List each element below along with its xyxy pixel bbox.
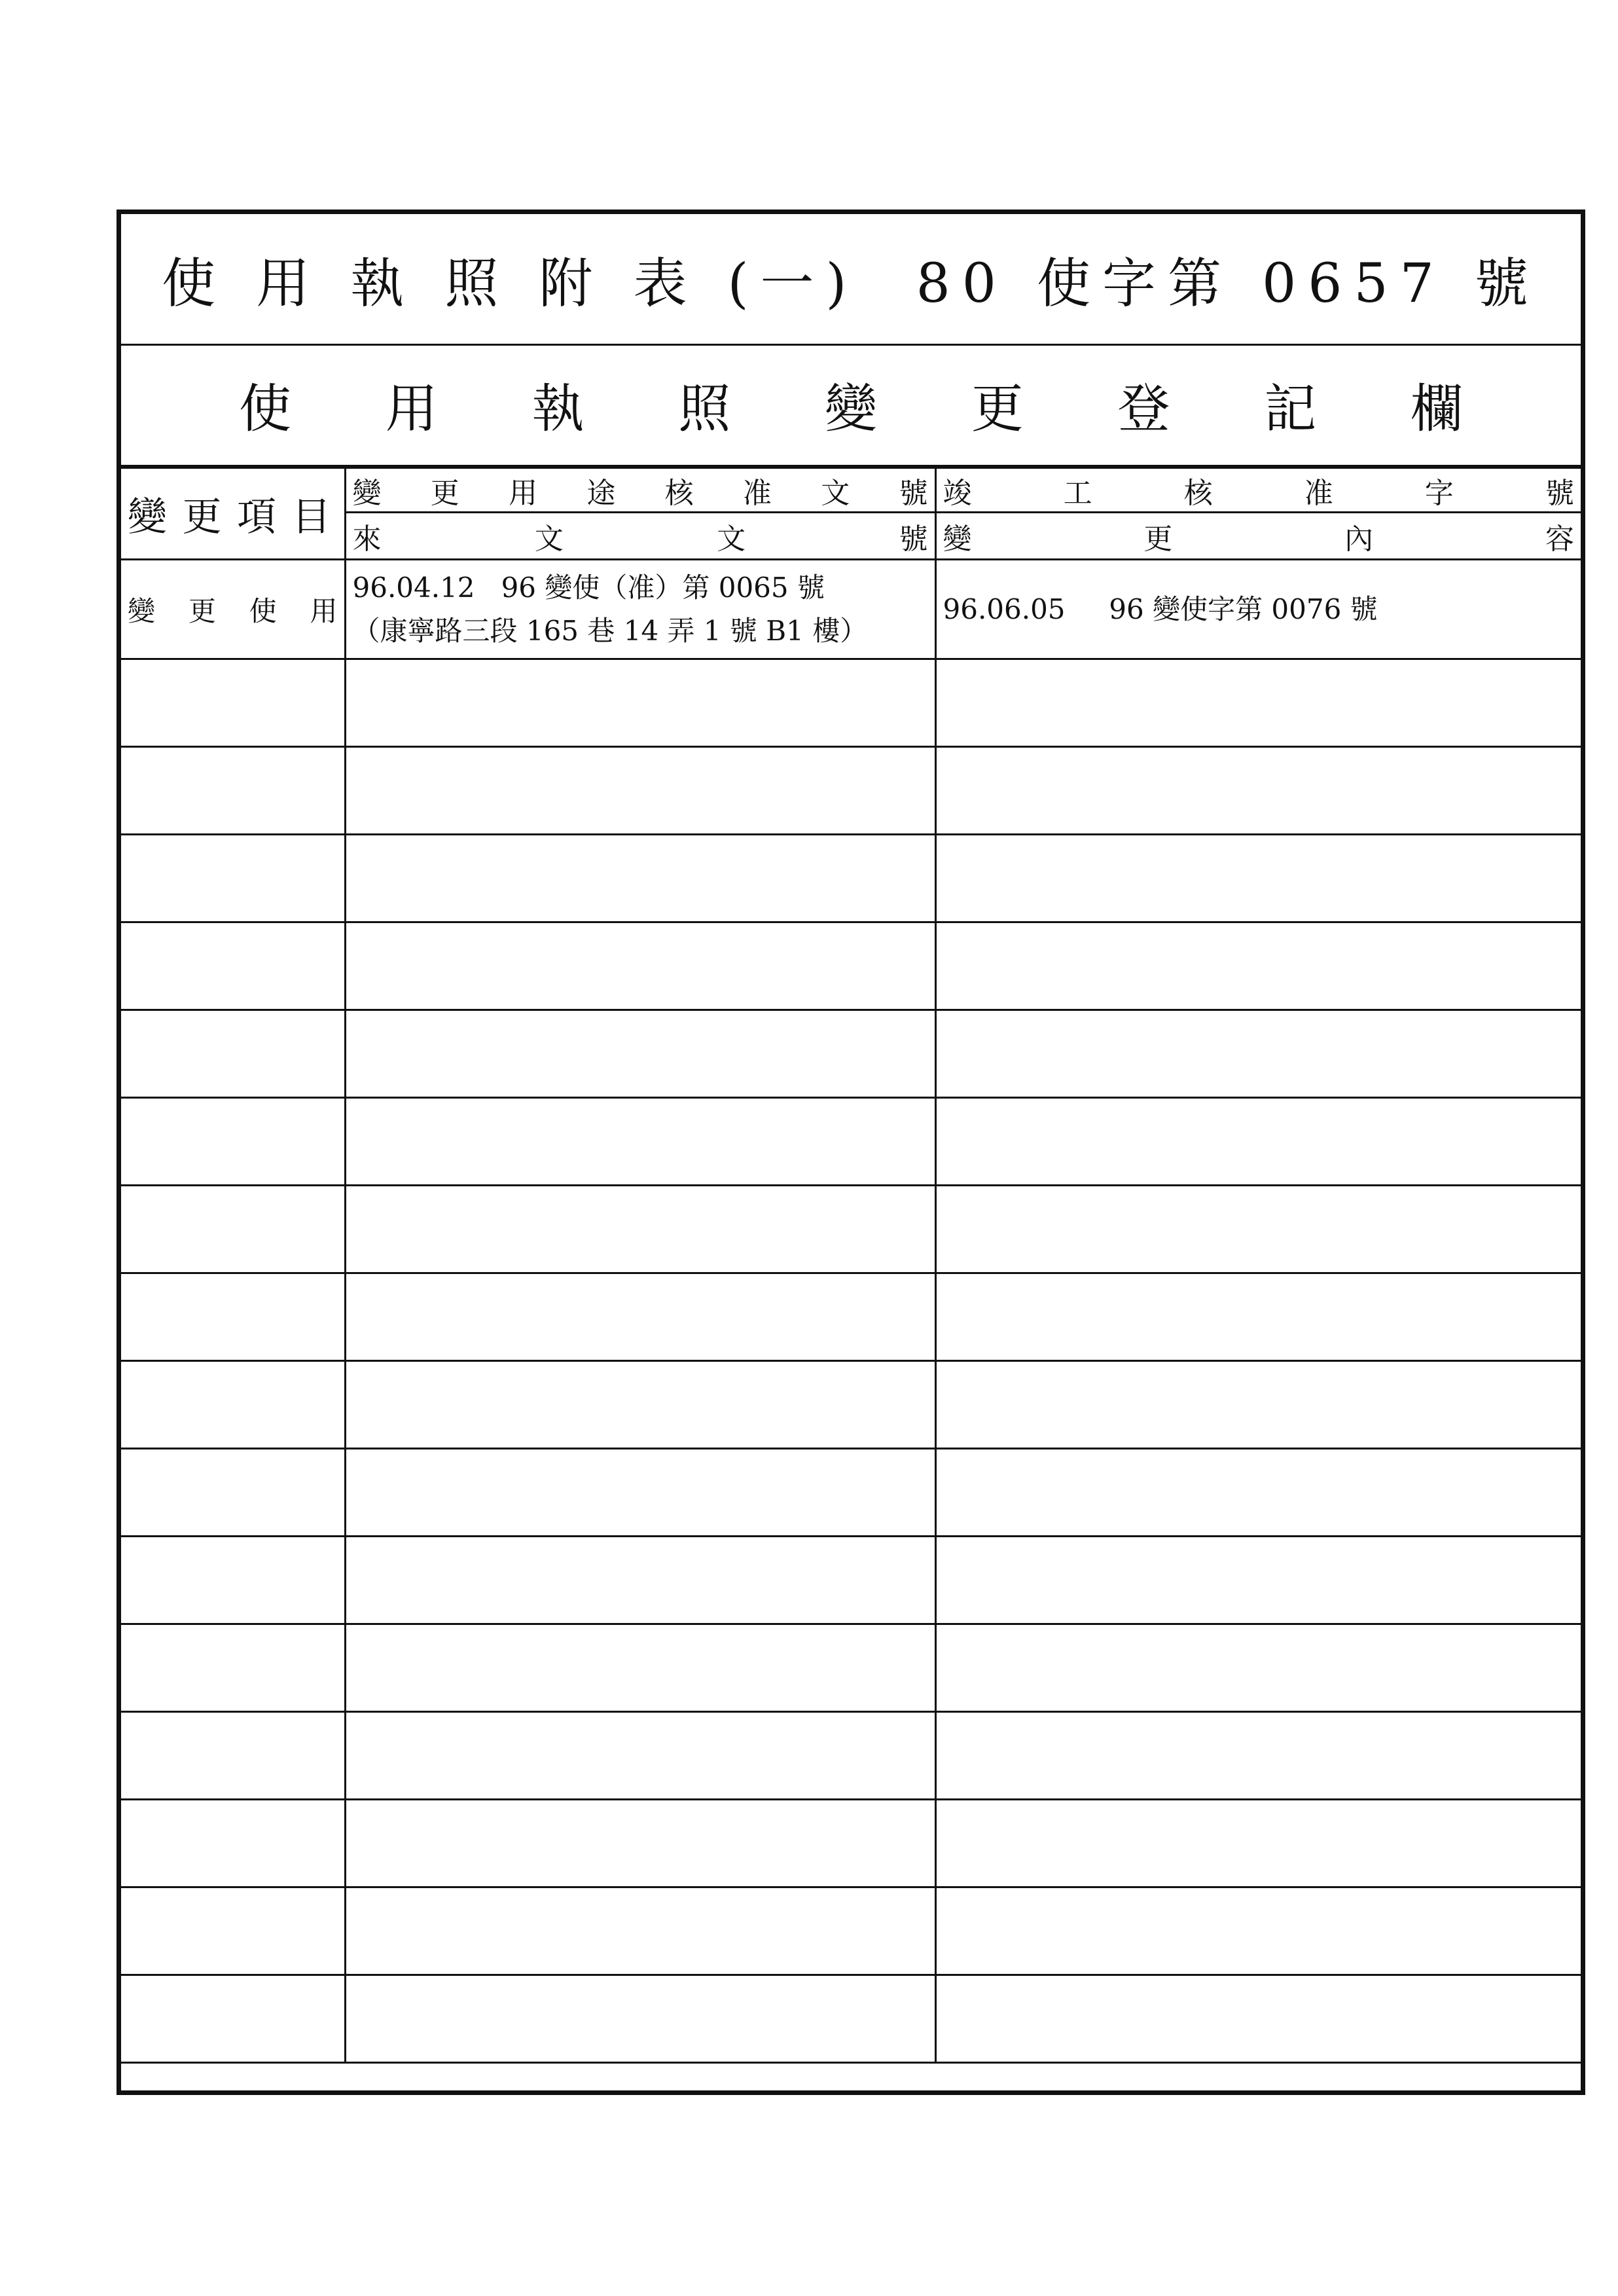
empty-cell xyxy=(121,1712,345,1800)
subtitle-char: 變 xyxy=(825,378,877,439)
empty-cell xyxy=(935,1361,1581,1449)
subtitle-char: 更 xyxy=(971,378,1024,439)
empty-cell xyxy=(345,1010,935,1098)
change-item-header: 變 更 項 目 xyxy=(121,468,345,560)
empty-cell xyxy=(345,1712,935,1800)
empty-cell xyxy=(121,1098,345,1186)
empty-row xyxy=(121,1800,1581,1887)
subtitle-char: 執 xyxy=(531,378,584,439)
empty-cell xyxy=(935,1010,1581,1098)
empty-cell xyxy=(121,835,345,922)
empty-cell xyxy=(935,1537,1581,1624)
completion-approval-header: 竣 工 核 准 字 號 xyxy=(935,468,1581,513)
subtitle-char: 使 xyxy=(239,378,291,439)
form-title: 使 用 執 照 附 表 (一) 80 使字第 0657 號 xyxy=(162,252,1540,315)
empty-cell xyxy=(121,1273,345,1361)
empty-cell xyxy=(345,1537,935,1624)
empty-cell xyxy=(121,1361,345,1449)
empty-cell xyxy=(935,1186,1581,1273)
empty-cell xyxy=(121,1186,345,1273)
empty-cell xyxy=(935,1449,1581,1537)
empty-row xyxy=(121,922,1581,1010)
empty-cell xyxy=(121,1800,345,1887)
empty-cell xyxy=(345,922,935,1010)
empty-cell xyxy=(345,1098,935,1186)
approval-doc-header: 變 更 用 途 核 准 文 號 xyxy=(345,468,935,513)
empty-cell xyxy=(345,747,935,835)
header-row-top xyxy=(121,468,1581,513)
empty-cell xyxy=(935,1887,1581,1975)
approval-line-2: （康寧路三段 165 巷 14 弄 1 號 B1 樓） xyxy=(352,614,868,647)
completion-text: 96.06.05 96 變使字第 0076 號 xyxy=(943,592,1378,625)
empty-row xyxy=(121,1098,1581,1186)
empty-cell xyxy=(121,747,345,835)
subtitle-char: 欄 xyxy=(1411,378,1463,439)
empty-cell xyxy=(121,1624,345,1712)
empty-cell xyxy=(345,659,935,747)
empty-cell xyxy=(121,1975,345,2063)
approval-doc-cell xyxy=(345,560,935,659)
empty-cell xyxy=(935,1273,1581,1361)
empty-cell xyxy=(935,1975,1581,2063)
empty-row xyxy=(121,1975,1581,2063)
empty-cell xyxy=(345,1975,935,2063)
empty-row xyxy=(121,659,1581,747)
empty-row xyxy=(121,1010,1581,1098)
subtitle-char: 用 xyxy=(385,378,438,439)
empty-cell xyxy=(935,835,1581,922)
empty-cell xyxy=(935,922,1581,1010)
empty-row xyxy=(121,1537,1581,1624)
empty-row xyxy=(121,835,1581,922)
empty-cell xyxy=(935,1098,1581,1186)
empty-row xyxy=(121,747,1581,835)
empty-cell xyxy=(935,747,1581,835)
completion-cell xyxy=(935,560,1581,659)
subtitle-char: 登 xyxy=(1117,378,1170,439)
empty-cell xyxy=(345,1449,935,1537)
empty-row xyxy=(121,1186,1581,1273)
usage-license-attachment-form xyxy=(117,210,1585,2095)
incoming-doc-header: 來 文 文 號 xyxy=(345,513,935,560)
empty-cell xyxy=(935,659,1581,747)
empty-cell xyxy=(935,1712,1581,1800)
empty-cell xyxy=(345,1361,935,1449)
empty-row xyxy=(121,1273,1581,1361)
empty-row xyxy=(121,1361,1581,1449)
empty-cell xyxy=(345,1887,935,1975)
empty-cell xyxy=(345,1800,935,1887)
empty-cell xyxy=(935,1624,1581,1712)
table-row xyxy=(121,560,1581,659)
form-subtitle-row xyxy=(121,344,1581,467)
empty-cell xyxy=(121,1010,345,1098)
empty-cell xyxy=(121,1887,345,1975)
empty-cell xyxy=(345,1624,935,1712)
empty-cell xyxy=(121,1537,345,1624)
empty-row xyxy=(121,1624,1581,1712)
empty-cell xyxy=(345,835,935,922)
approval-line-1: 96.04.12 96 變使（准）第 0065 號 xyxy=(352,571,825,604)
empty-cell xyxy=(345,1186,935,1273)
empty-row xyxy=(121,1712,1581,1800)
empty-row xyxy=(121,1449,1581,1537)
empty-cell xyxy=(121,922,345,1010)
empty-cell xyxy=(121,659,345,747)
subtitle-char: 記 xyxy=(1264,378,1317,439)
change-item-cell: 變 更 使 用 xyxy=(121,560,345,659)
empty-cell xyxy=(345,1273,935,1361)
form-title-row xyxy=(121,214,1581,346)
subtitle-char: 照 xyxy=(678,378,731,439)
change-registration-table xyxy=(121,467,1581,2064)
empty-row xyxy=(121,1887,1581,1975)
change-content-header: 變 更 內 容 xyxy=(935,513,1581,560)
empty-cell xyxy=(935,1800,1581,1887)
empty-cell xyxy=(121,1449,345,1537)
